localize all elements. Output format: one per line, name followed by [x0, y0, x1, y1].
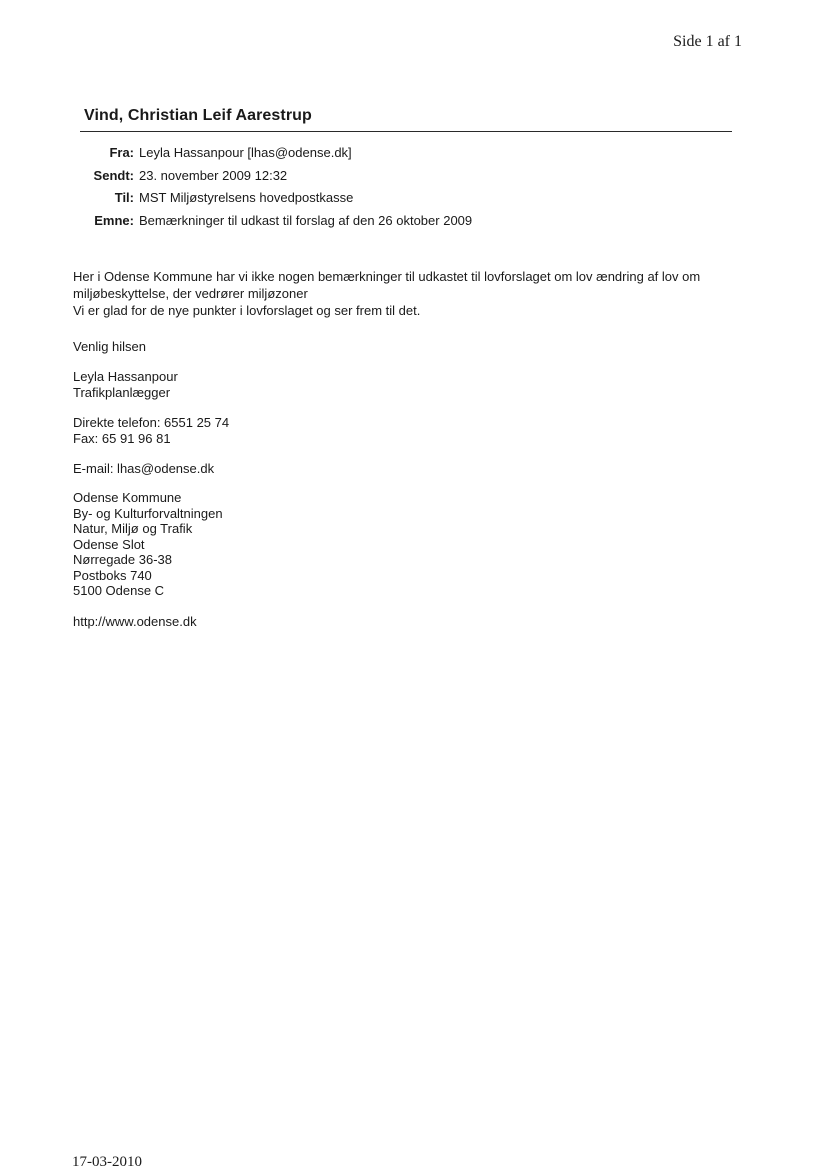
address-line: Natur, Miljø og Trafik: [73, 521, 193, 536]
header-from-label: Fra:: [109, 145, 134, 160]
website-link[interactable]: http://www.odense.dk: [73, 613, 197, 629]
signature-email: E-mail: lhas@odense.dk: [73, 461, 215, 476]
address-line: 5100 Odense C: [73, 583, 165, 598]
email-block: [73, 461, 773, 477]
signature-title: Trafikplanlægger: [73, 385, 171, 400]
header-to-value: MST Miljøstyrelsens hovedpostkasse: [139, 190, 354, 205]
address-line: Odense Slot: [73, 536, 145, 552]
header-from-value: Leyla Hassanpour [lhas@odense.dk]: [139, 145, 352, 160]
address-line: Nørregade 36-38: [73, 552, 172, 567]
address-line: Postboks 740: [73, 567, 152, 583]
header-subject-label: Emne:: [94, 212, 134, 228]
header-from-row: [84, 145, 472, 168]
print-date: 17-03-2010: [72, 1154, 142, 1170]
website-block: [73, 613, 773, 630]
message-line-1: Her i Odense Kommune har vi ikke nogen bemærkninger til udkastet til lovforslaget om lov ændring af lov om: [73, 269, 701, 284]
greeting: Venlig hilsen: [73, 339, 146, 354]
header-sent-label: Sendt:: [93, 167, 134, 183]
header-subject-value: Bemærkninger til udkast til forslag af den 26 oktober 2009: [139, 212, 473, 228]
address-line: Odense Kommune: [73, 490, 182, 505]
mailbox-owner-name: Vind, Christian Leif Aarestrup: [84, 107, 312, 124]
signature-phone: Direkte telefon: 6551 25 74: [73, 415, 230, 430]
message-paragraph: [73, 268, 773, 319]
header-to-row: [84, 190, 472, 213]
header-divider: [80, 131, 732, 132]
email-headers: [84, 145, 472, 235]
header-sent-row: [84, 168, 472, 191]
signature-name-block: [73, 369, 773, 401]
signature-fax: Fax: 65 91 96 81: [73, 431, 171, 446]
address-block: [73, 490, 773, 599]
email-body: [73, 268, 773, 630]
header-sent-value: 23. november 2009 12:32: [139, 167, 288, 183]
message-line-2: miljøbeskyttelse, der vedrører miljøzoner: [73, 286, 308, 301]
greeting-block: [73, 338, 773, 355]
contact-block: [73, 415, 773, 447]
signature-name: Leyla Hassanpour: [73, 369, 178, 384]
address-line: By- og Kulturforvaltningen: [73, 505, 223, 521]
header-subject-row: [84, 213, 472, 236]
header-to-label: Til:: [114, 190, 134, 205]
message-line-3: Vi er glad for de nye punkter i lovforslaget og ser frem til det.: [73, 303, 421, 318]
page-number: Side 1 af 1: [673, 33, 742, 50]
